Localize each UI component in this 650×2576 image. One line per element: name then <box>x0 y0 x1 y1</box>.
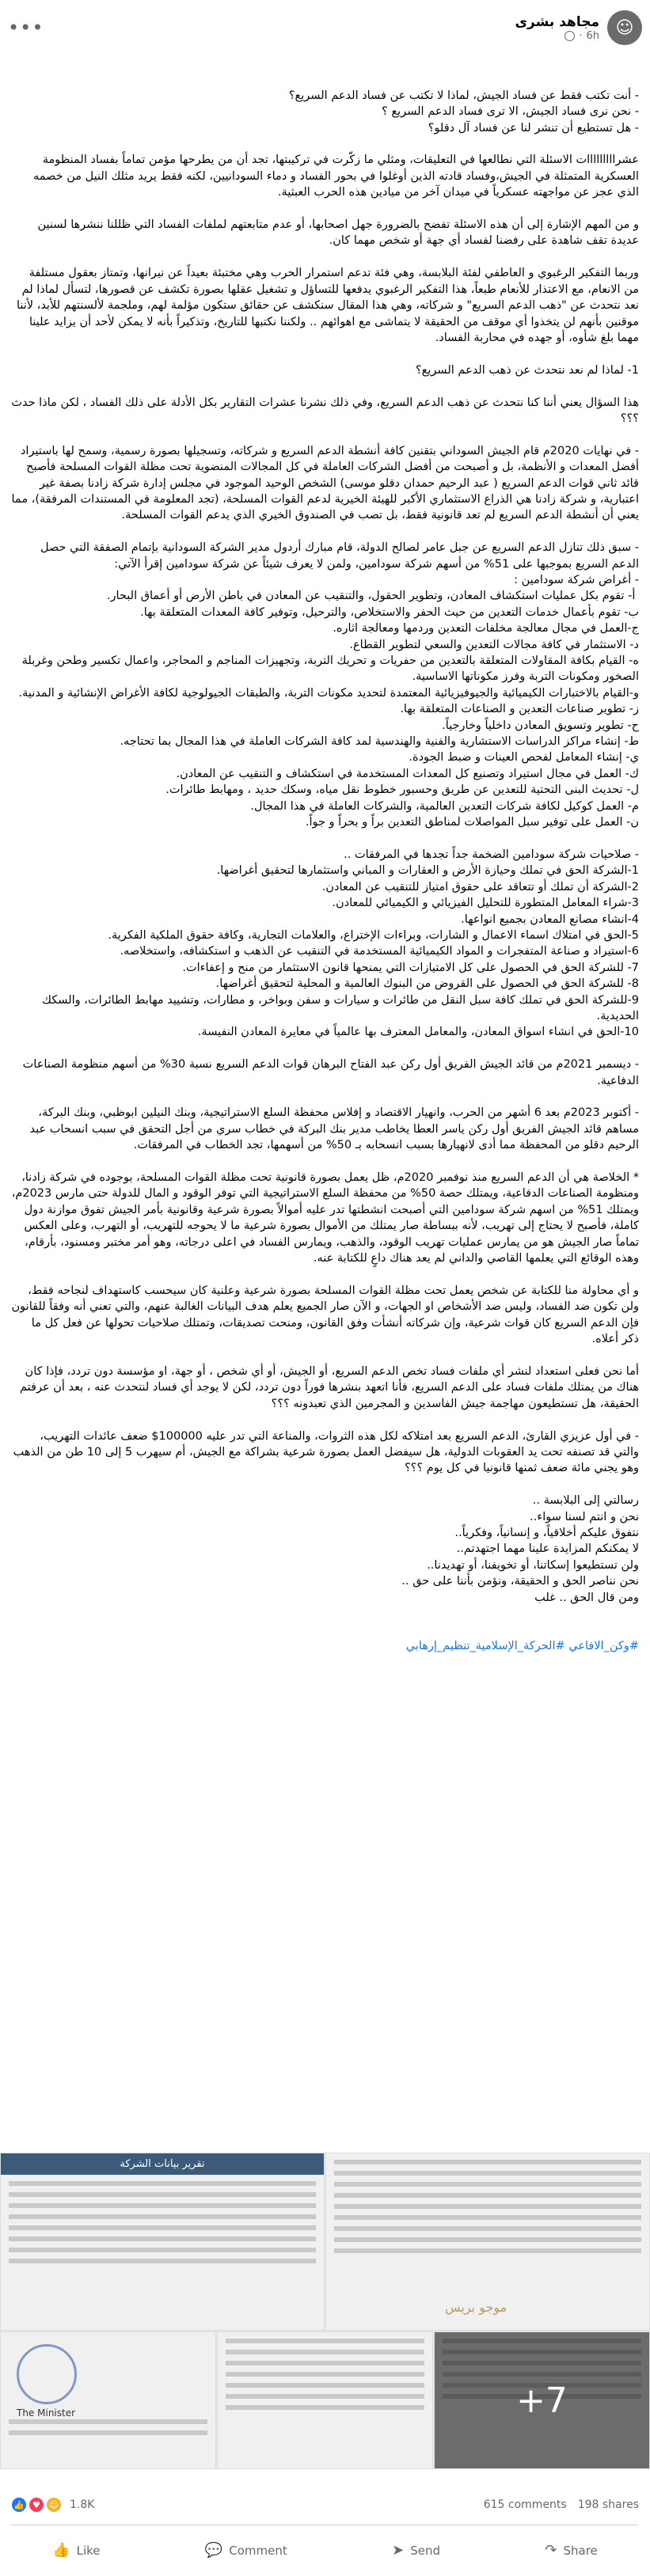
post-body <box>0 55 650 2153</box>
seal-stamp <box>17 2344 77 2404</box>
comment-label: Comment <box>229 2543 287 2558</box>
like-reaction-icon: 👍 <box>11 2497 27 2513</box>
watermark-text: موجو بريس <box>445 2300 507 2315</box>
share-icon: ↷ <box>545 2542 557 2559</box>
send-icon: ➤ <box>392 2542 405 2559</box>
gallery-photo-4[interactable] <box>217 2331 433 2469</box>
post-time[interactable]: 6h <box>586 29 599 42</box>
love-reaction-icon: ♥ <box>29 2497 44 2513</box>
doc-lines <box>326 2160 649 2253</box>
post-meta <box>36 30 599 42</box>
globe-icon <box>564 31 575 41</box>
author-meta <box>36 14 599 42</box>
ellipsis-icon[interactable]: ••• <box>8 17 44 39</box>
dot-separator: · <box>579 29 583 42</box>
doc-label: The Minister <box>17 2407 76 2419</box>
gallery-photo-5[interactable] <box>434 2331 650 2469</box>
like-label: Like <box>76 2543 101 2558</box>
comment-count[interactable]: 615 comments <box>483 2498 567 2511</box>
doc-lines <box>218 2339 432 2410</box>
share-label: Share <box>563 2543 598 2558</box>
share-count[interactable]: 198 shares <box>577 2498 639 2511</box>
photo-gallery <box>0 2153 650 2469</box>
post-hashtags[interactable]: #وكن_الافاعي #الحركة_الإسلامية_تنظيم_إرهابي <box>405 1639 639 1652</box>
comment-icon: 💬 <box>204 2542 223 2559</box>
reaction-count[interactable]: 1.8K <box>70 2498 95 2511</box>
gallery-photo-2[interactable] <box>325 2153 650 2331</box>
gallery-photo-3[interactable] <box>0 2331 216 2469</box>
thumbs-up-icon: 👍 <box>52 2542 70 2559</box>
doc-title: تقرير بيانات الشركة <box>1 2153 324 2175</box>
post-header <box>0 0 650 55</box>
action-bar <box>0 2532 650 2568</box>
engagement-counts <box>484 2498 639 2511</box>
post-text: - أنت تكتب فقط عن فساد الجيش، لماذا لا تكتب عن فساد الدعم السريع؟ - نحن نرى فساد الجيش، الا ترى فساد الدعم السريع ؟ - هل تستطيع أن تنشر لنا عن فساد آل دقلو؟ عشرااااااااات الاسئلة التي نطالعها في التعليقات، ومثلي ما زكّرت في تركيبتها، تجد أن من يطرحها مؤمن تماماً بفساد المنظومة العسكرية المتمثلة في الجيش،وفساد قادته الذين أوغلوا في بحور الفساد و دماء السودانيين، لكنه فقط يريد مثلك النيل من خصمه الذي عجز عن مواجهته عسكرياً في ميدان آخر من ميادين هذه الحرب العبثية. و من المهم الإشارة إلى أن هذه الاسئلة تفضح بالضرورة جهل اصحابها، أو عدم متابعتهم لملفات الفساد التي ظللنا ننشرها لسنين عديدة تقف شاهدة على رفضنا لفساد أي جهة أو شخص مهما كان. وربما التفكير الرغبوي و العاطفي لفئة البلابسة، وهي فئة تدعم استمرار الحرب وهي مختبئة بعيداً عن نيرانها، وتمتاز بعقول مستلفة من الانعام، مع الاعتذار للأنعام طبعاً، هذا التفكير الرغبوي يدفعها للتساؤل و تشغيل عقلها بصورة تكشف عن قصورها، لتسأل لماذا لم نعد نتحدث عن "ذهب الدعم السريع" و شركاته، وهي هذا المقال سنكشف عن حقائق ستكون مؤلمة لهم، وملجمة لألسنتهم للأبد، لأننا موقنين بأنهم لن يتخذوا أي موقف من الحقيقة لا يتماشى مع اهوائهم .. ولكننا نكتبها للتاريخ، وتذكيراً بأنه لا يمكن لأحد أن يزايد علينا مهما بلغ شأوه، أو جهده في محاربة الفساد. 1- لماذا لم نعد نتحدث عن ذهب الدعم السريع؟ هذا السؤال يعني أننا كنا نتحدث عن ذهب الدعم السريع، وفي ذلك نشرنا عشرات التقارير بكل الأدلة على ذلك الفساد ، لكن ماذا حدث ؟؟؟ - في نهايات 2020م قام الجيش السوداني بتقنين كافة أنشطة الدعم السريع و شركاته، وتسجيلها بصورة رسمية، وسمح لها باستيراد أفضل المعدات و الأنظمة، بل و أصبحت من أفضل الشركات العاملة في كل المجالات المنضوية تحت مظلة القوات المسلحة فأصبح قائد ثاني قوات الدعم السريع ( عبد الرحيم حمدان دقلو موسى) الشخص الوحيد الموجود في مجلس إدارة شركة زادنا بصفة غير اعتبارية، و شركة زادنا هي الذراع الاستثماري الأكبر للهيئة الخيرية لدعم القوات المسلحة، (تجد المعلومة في المستندات المرفقة)، مما يعني أن أنشطة الدعم السريع لم تعد قانونية فقط، بل تصب في الصندوق الخيري الذي يدعم القوات المسلحة. - سبق ذلك تنازل الدعم السريع عن جبل عامر لصالح الدولة، قام مبارك أردول مدير الشركة السودانية بإتمام الصفقة التي حصل الدعم السريع بموجبها على 51% من أسهم شركة سودامين، ولمن لا يعرف شيئاً عن شركة سودامين إقرأ الآتي: - أغراض شركة سودامين : أ- تقوم بكل عمليات استكشاف المعادن، وتطوير الحقول، والتنقيب عن المعادن في باطن الأرض أو أعماق البحار. ب- تقوم بأعمال خدمات التعدين من حيث الحفر والاستخلاص، والترحيل، وتوفير كافة المعدات المتعلقة بها. ج-العمل في مجال معالجة مخلفات التعدين وردمها ومعالجة اثاره. د- الاستثمار في كافة مجالات التعدين والسعي لتطوير القطاع. ه- القيام بكافة المقاولات المتعلقة بالتعدين من حفريات و تحريك التربة، وتجهيزات المناجم و المحاجر، واعمال تكسير وطحن وغربلة الصخور ومكونات التربة وفرز مكوناتها الاساسية. و-القيام بالاختبارات الكيميائية والجيوفيزيائية المعتمدة لتحديد مكونات التربة، والطبقات الجيولوجية لكافة الأغراض الإنشائية و المدنية. ز- تطوير صناعات التعدين و الصناعات المتعلقة بها. ح- تطوير وتسويق المعادن داخلياً وخارجياً. ط- إنشاء مراكز الدراسات الاستشارية والفنية والهندسية لمد كافة الشركات العاملة في هذا المجال بما تحتاجه. ي- إنشاء المعامل لفحص العينات و ضبط الجودة. ك- العمل في مجال استيراد وتصنيع كل المعدات المستخدمة في استكشاف و التنقيب عن المعادن. ل- تحديث البنى التحتية للتعدين عن طريق وحسبور خطوط نقل مياه، وسكك حديد ، ومهابط طائرات. م- العمل كوكيل لكافة شركات التعدين العالمية، والشركات العاملة في هذا المجال. ن- العمل على توفير سبل المواصلات لمناطق التعدين براً و بحراً و جواً. - صلاحيات شركة سودامين الضخمة جداً تجدها في المرفقات .. 1-الشركة الحق في تملك وحيازة الأرض و العقارات و المباني واستثمارها لتحقيق أغراضها. 2-الشركة أن تملك أو تتعاقد على حقوق امتياز للتنقيب عن المعادن. 3-شراء المعامل المتطورة للتحليل الفيزيائي و الكيميائي للمعادن. 4-انشاء مصانع المعادن بجميع انواعها. 5-الحق في امتلاك اسماء الاعمال و الشارات، وبراءات الإختراع، والعلامات التجارية، وكافة حقوق الملكية الفكرية. 6-استيراد و صناعة المتفجرات و المواد الكيميائية المستخدمة في التنقيب عن الذهب و استكشافه، واستخلاصه. 7- للشركة الحق في الحصول على كل الامتيازات التي يمنحها قانون الاستثمار من منح و إعفاءات. 8- للشركة الحق في الحصول على القروض من البنوك العالمية و المحلية لتحقيق أغراضها. 9-للشركة الحق في تملك كافة سبل النقل من طائرات و سيارات و سفن وبواخر، و مطارات، وتشييد مهابط الطائرات، والسكك الحديدية. 10-الحق في انشاء اسواق المعادن، والمعامل المعترف بها عالمياً في معايرة المعادن النفيسة. - ديسمبر 2021م من قائد الجيش الفريق أول ركن عبد الفتاح البرهان قوات الدعم السريع نسبة 30% من أسهم منظومة الصناعات الدفاعية. - أكتوبر 2023م بعد 6 أشهر من الحرب، وانهيار الاقتصاد و إفلاس محفظة السلع الاستراتيجية، وبنك النيلين ابوظبي، وبنك البركة، مساهم قائد الجيش الفريق أول ركن ياسر العطا يخاطب مدير بنك البركة في خطاب سري من أجل التحقق في سبب انسحاب عبد الرحيم دقلو من المحفظة مما أدى لانهيارها بسبب انسحابه بـ 50% من أسهمها، تجد الخطاب في المرفقات. * الخلاصة هي أن الدعم السريع منذ نوفمبر 2020م، ظل يعمل بصورة قانونية تحت مظلة القوات المسلحة، بوجوده في شركة زادنا، ومنظومة الصناعات الدفاعية، ويمتلك حصة 50% من محفظة السلع الاستراتيجية التي توفر الوقود و المال للدولة حتى مارس 2023م، ويمتلك 51% من اسهم شركة سودامين التي أصبحت انشطتها تدر عليه أموالاً بصورة شرعية وقانونية بأمر الجيش تفوق موازنة دول كاملة، فأصبح لا يحتاج إلى تهريب، لأنه ببساطة صار يمتلك من الأموال بصورة شرعية ما لا يحوجه للتهريب، أو التهرب، وعلى العكس تماماً صار الجيش هو من يمارس عمليات تهريب الوقود، والذهب، ويمارس الفساد في اعلى درجاته، وهو أمر مختبر ومسنود، بأرقام، وهذه الوقائع التي يعلمها القاصي والداني لم يعد هناك داعٍ للكتابة عنه. و أي محاولة منا للكتابة عن شخص يعمل تحت مظلة القوات المسلحة بصورة شرعية وعلنية كان سيحسب كاستهداف لنجاحه فقط، ولن تكون ضد الفساد، وليس ضد الأشخاص او الجهات، و الآن صار الجميع يعلم هدف البيانات الغالبة عنهم، والتي تعني أنه وفقاً للقانون فإن الدعم السريع كان قوات شرعية، وإن شركاته أنشأت وفق القانون، ومنحت تصديقات، وتمتلك صلاحيات تحولها عن فعل كل ما ذكر أعلاه. أما نحن فعلى استعداد لنشر أي ملفات فساد تخص الدعم السريع، أو الجيش، أو أي شخص ، أو جهة، او مؤسسة دون تردد، فإذا كان هناك من يمتلك ملفات فساد على الدعم السريع، فأنا اتعهد بنشرها فوراً دون تردد، لكن لا يوجد أي فساد لنتحدث عنه ، بعد أن عرفتم الحقيقة، هل تستطيعون مهاجمة جيش الفاسدين و المجرمين الذي تعبدونه ؟؟؟ - في أول عزيزي القارئ، الدعم السريع بعد امتلاكه لكل هذه الثروات، والمناعة التي تدر عليه 100000$ ضعف عائدات التهريب، والتي قد تصنفه تحت يد العقوبات الدولية، هل سيفضل العمل بصورة شرعية بشراكة مع الجيش، أم سيهرب 5 إلى 10 طن من الذهب وهو يجني مائة ضعف ثمنها قانونيا في كل يوم ؟؟؟ رسالتي إلى البلابسة .. نحن و انتم لسنا سواء.. نتفوق عليكم أخلاقياً، و إنسانياً، وفكرياً.. لا يمكنكم المزايدة علينا مهما اجتهدتم.. ولن تستطيعوا إسكاتنا، أو تخويفنا، أو تهديدنا.. نحن نناصر الحق و الحقيقة، ونؤمن بأننا على حق .. ومن قال الحق .. غلب <box>11 89 639 1604</box>
doc-lines <box>1 2181 324 2263</box>
like-button[interactable] <box>52 2542 100 2559</box>
gallery-photo-1[interactable] <box>0 2153 325 2331</box>
send-label: Send <box>410 2543 441 2558</box>
comment-button[interactable] <box>205 2542 287 2559</box>
reaction-stats <box>0 2489 650 2521</box>
send-button[interactable] <box>392 2542 440 2559</box>
author-name[interactable]: مجاهد بشرى <box>515 13 599 30</box>
author-avatar[interactable]: ☺ <box>607 10 642 45</box>
doc-lines <box>1 2419 215 2435</box>
reaction-summary[interactable] <box>11 2497 94 2513</box>
care-reaction-icon: ☺ <box>46 2497 62 2513</box>
more-photos-overlay[interactable]: +7 <box>435 2332 649 2468</box>
share-button[interactable] <box>545 2542 597 2559</box>
